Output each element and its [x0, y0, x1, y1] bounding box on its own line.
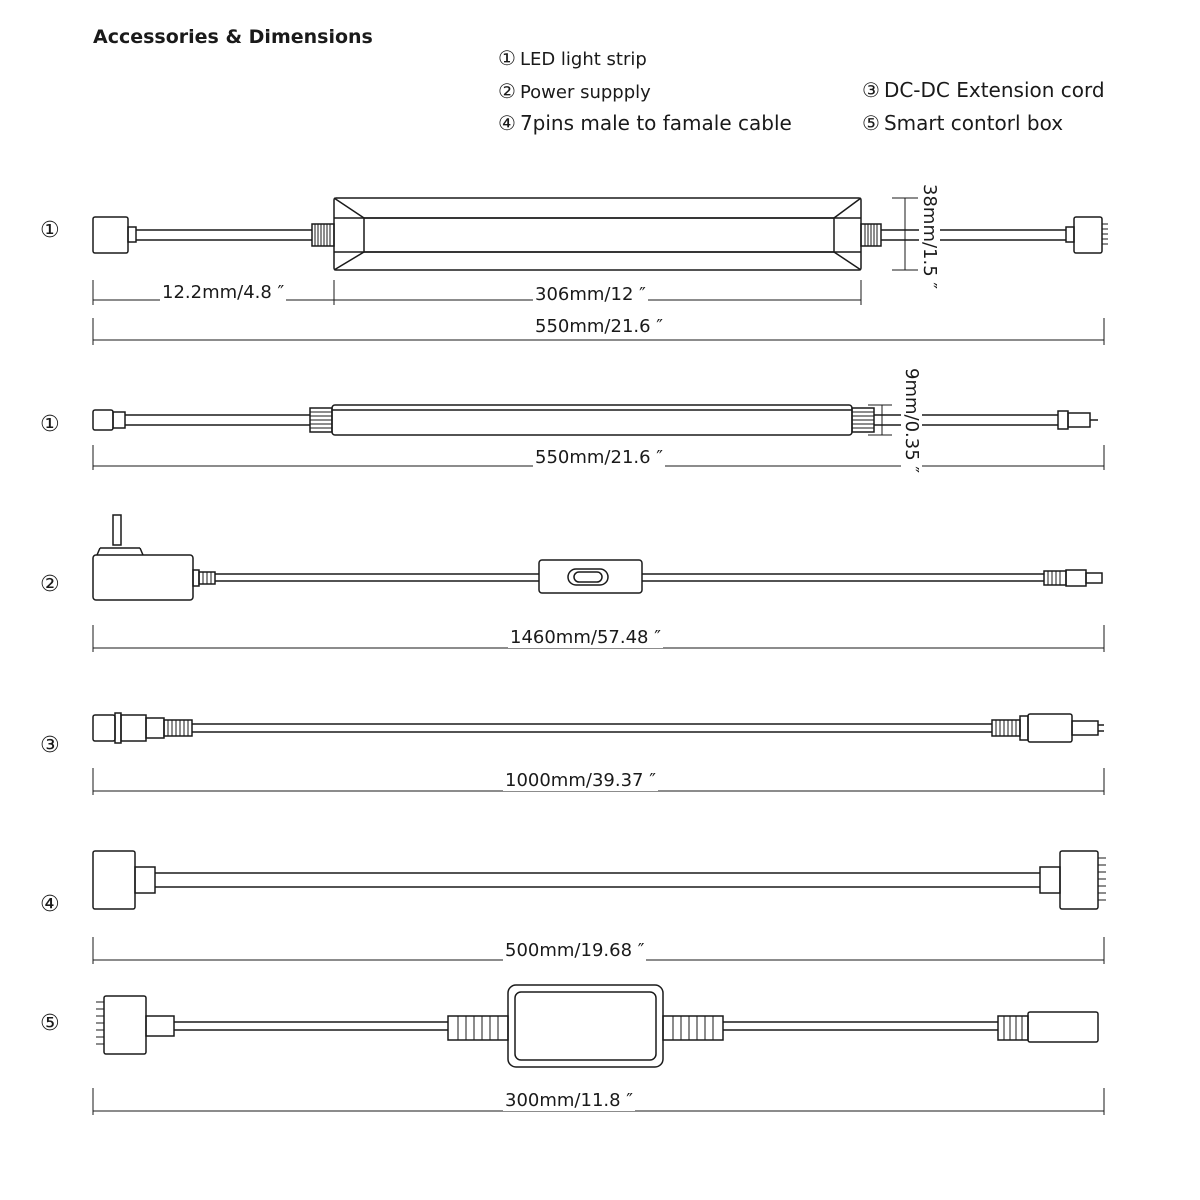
legend-number: ④	[498, 111, 516, 135]
row-number-led-top: ①	[40, 218, 60, 243]
legend-label: Power suppply	[519, 82, 651, 103]
legend-number: ②	[498, 79, 516, 103]
legend-number: ⑤	[862, 111, 880, 135]
legend-number: ③	[862, 78, 880, 102]
dim-connector-length: 12.2mm/4.8 ″	[162, 282, 285, 303]
dim-total-length: 550mm/21.6 ″	[535, 316, 664, 337]
legend-number: ①	[498, 46, 516, 70]
legend-label: Smart contorl box	[883, 111, 1064, 135]
legend-label: DC-DC Extension cord	[883, 78, 1105, 102]
dim-extension-cord-length: 1000mm/39.37 ″	[505, 770, 656, 791]
row-number-extension-cord: ③	[40, 733, 60, 758]
dim-control-box-length: 300mm/11.8 ″	[505, 1090, 634, 1111]
row-number-led-side: ①	[40, 412, 60, 437]
row-number-7pin-cable: ④	[40, 892, 60, 917]
legend-label: 7pins male to famale cable	[519, 111, 792, 135]
page-title: Accessories & Dimensions	[93, 26, 373, 48]
dim-strip-length: 306mm/12 ″	[535, 284, 646, 305]
dim-7pin-cable-length: 500mm/19.68 ″	[505, 940, 645, 961]
row-number-control-box: ⑤	[40, 1011, 60, 1036]
dim-side-total-length: 550mm/21.6 ″	[535, 447, 664, 468]
legend-label: LED light strip	[519, 49, 647, 70]
dim-strip-height: 38mm/1.5 ″	[919, 184, 940, 290]
dim-power-supply-length: 1460mm/57.48 ″	[510, 627, 661, 648]
dim-strip-thickness: 9mm/0.35 ″	[901, 368, 922, 474]
row-number-power-supply: ②	[40, 572, 60, 597]
